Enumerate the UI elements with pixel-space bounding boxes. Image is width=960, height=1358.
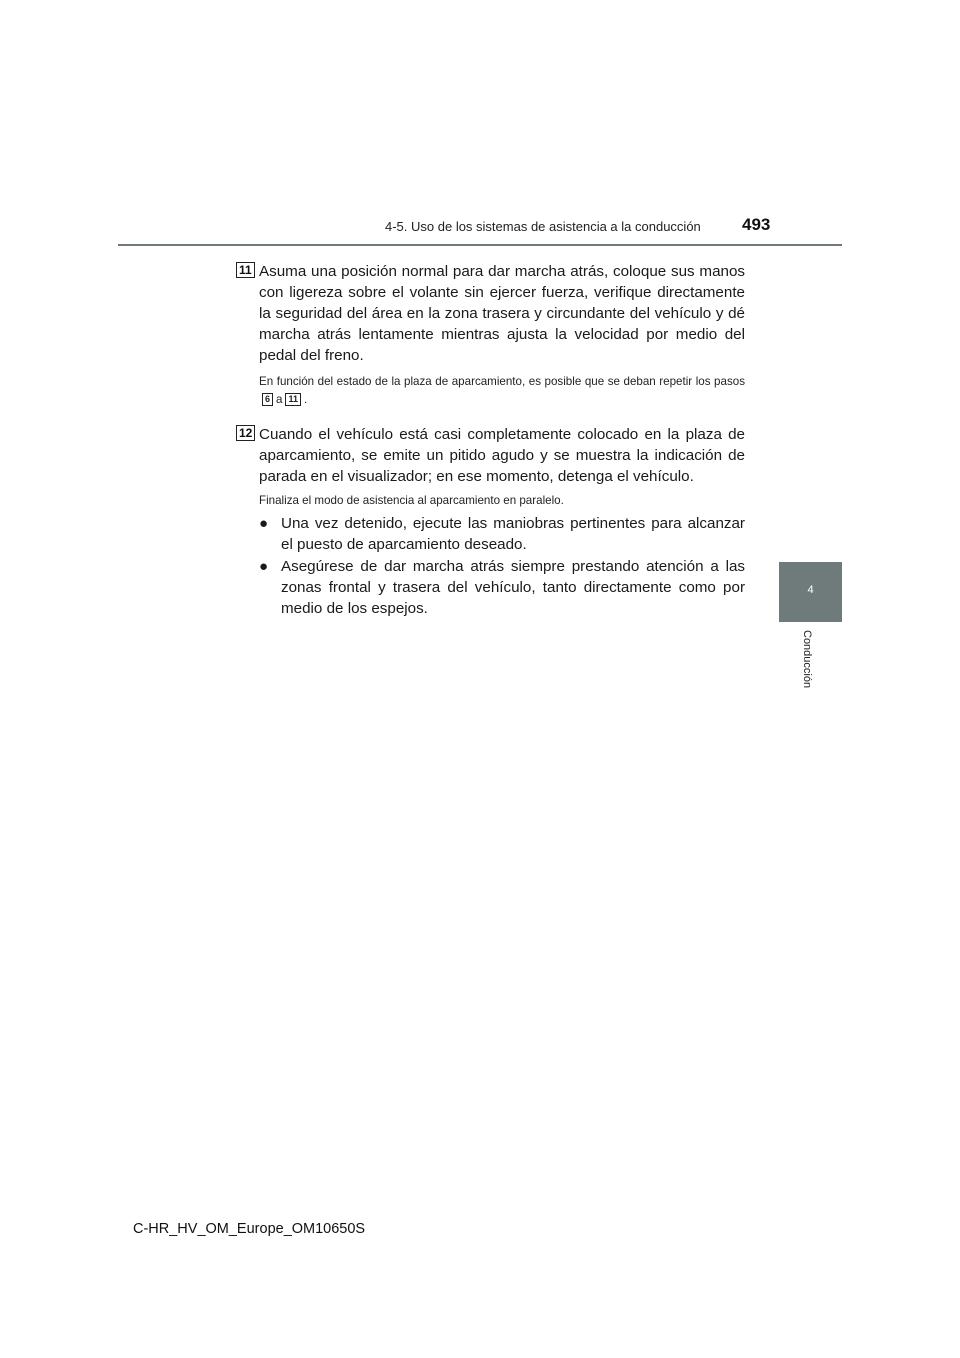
bullet-text: Una vez detenido, ejecute las maniobras pertinentes para alcanzar el puesto de aparcamiento deseado. [281, 515, 745, 553]
header-divider [118, 244, 842, 246]
page-number: 493 [742, 215, 771, 234]
bullet-icon: ● [259, 515, 269, 532]
bullet-icon: ● [259, 558, 269, 575]
bullet-item [259, 513, 745, 555]
document-code: C-HR_HV_OM_Europe_OM10650S [133, 1221, 366, 1237]
note-text: a [276, 393, 283, 406]
step-number-badge: 12 [236, 425, 255, 441]
chapter-tab: 4 [779, 562, 842, 622]
section-title: 4-5. Uso de los sistemas de asistencia a la conducción [385, 219, 701, 234]
chapter-label: Conducción [801, 630, 813, 689]
step-text: Asuma una posición normal para dar marcha atrás, coloque sus manos con ligereza sobre el volante sin ejercer fuerza, verifique directamente la seguridad del área en la zona trasera y circundante del vehículo y dé marcha atrás lentamente mientras ajusta la velocidad por medio del pedal del freno. [259, 263, 745, 364]
step-ref-badge: 6 [262, 393, 273, 406]
bullet-text: Asegúrese de dar marcha atrás siempre prestando atención a las zonas frontal y trasera del vehículo, tanto directamente como por medio de los espejos. [281, 558, 745, 617]
bullet-item [259, 556, 745, 619]
note-text: . [303, 393, 308, 406]
step-note [259, 373, 745, 409]
step-text: Cuando el vehículo está casi completamente colocado en la plaza de aparcamiento, se emite un pitido agudo y se muestra la indicación de parada en el visualizador; en ese momento, detenga el vehículo. [259, 426, 745, 485]
step-ref-badge: 11 [285, 393, 301, 406]
note-text: En función del estado de la plaza de aparcamiento, es posible que se deban repetir los pasos [259, 375, 745, 388]
step-note: Finaliza el modo de asistencia al aparcamiento en paralelo. [259, 494, 564, 507]
step-number-badge: 11 [236, 262, 255, 278]
